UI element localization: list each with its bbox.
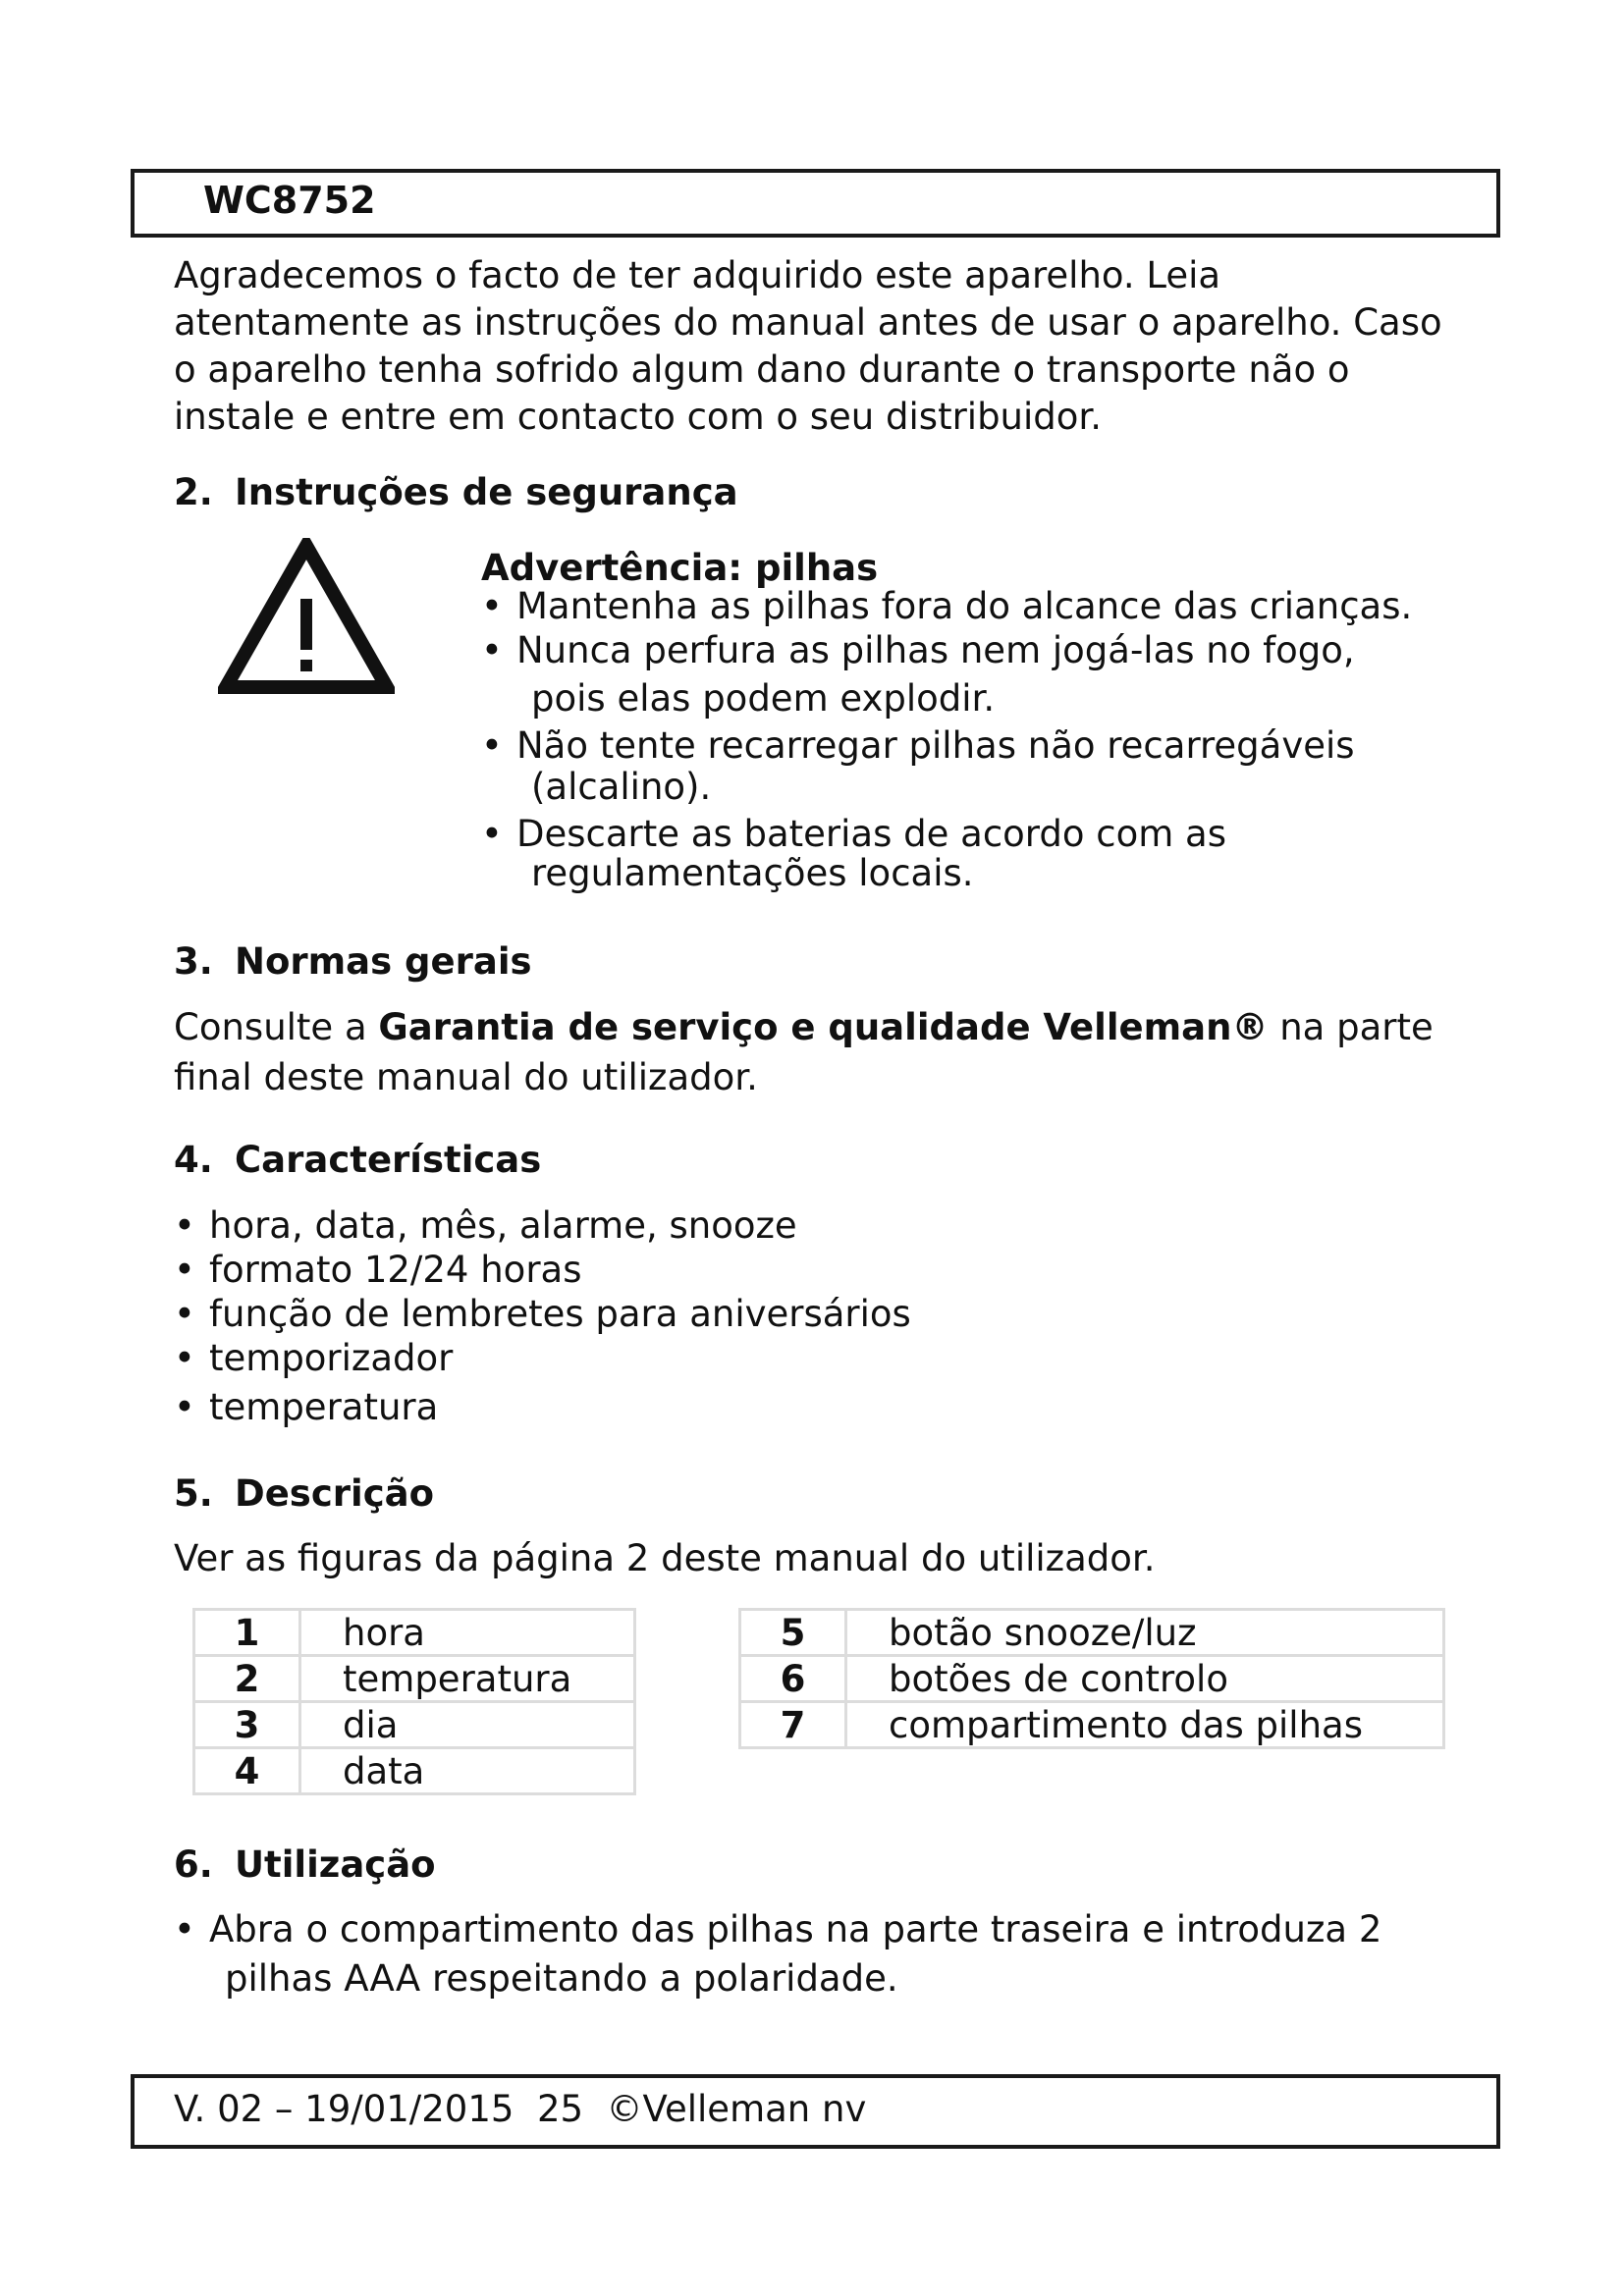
table-row (740, 1610, 1444, 1656)
bullet-symbol: • (481, 813, 503, 855)
section-number: 6. (174, 1843, 213, 1886)
section-title: Instruções de segurança (235, 471, 738, 513)
table-row (740, 1656, 1444, 1702)
bullet-symbol: • (481, 585, 503, 627)
list-item-continuation: (alcalino). (531, 766, 712, 808)
part-number: 5 (740, 1610, 846, 1656)
footer-box (131, 2074, 1500, 2149)
bullet-symbol: • (174, 1337, 195, 1379)
section-title: Descrição (235, 1472, 435, 1515)
part-number: 7 (740, 1702, 846, 1748)
part-number: 4 (194, 1748, 300, 1794)
list-item (174, 1386, 438, 1428)
intro-line: o aparelho tenha sofrido algum dano durante o transporte não o (174, 348, 1350, 391)
list-item (481, 585, 1412, 627)
section-heading-description (174, 1472, 434, 1515)
section-number: 3. (174, 940, 213, 983)
list-item-text: formato 12/24 horas (209, 1249, 582, 1291)
list-item-text: temporizador (209, 1337, 454, 1379)
list-item-text: Mantenha as pilhas fora do alcance das crianças. (516, 585, 1413, 627)
part-number: 3 (194, 1702, 300, 1748)
part-label: dia (300, 1702, 635, 1748)
part-number: 6 (740, 1656, 846, 1702)
part-label: botões de controlo (846, 1656, 1444, 1702)
section-number: 2. (174, 471, 213, 513)
table-row (194, 1656, 635, 1702)
part-number: 1 (194, 1610, 300, 1656)
part-label: botão snooze/luz (846, 1610, 1444, 1656)
text-run: na parte (1268, 1006, 1434, 1048)
intro-line: instale e entre em contacto com o seu distribuidor. (174, 396, 1102, 438)
list-item-continuation: regulamentações locais. (531, 852, 974, 894)
section-number: 4. (174, 1139, 213, 1181)
list-item (481, 813, 1226, 855)
part-label: compartimento das pilhas (846, 1702, 1444, 1748)
section-heading-general (174, 940, 532, 983)
bullet-symbol: • (174, 1908, 195, 1950)
section-title: Normas gerais (235, 940, 532, 983)
bullet-symbol: • (174, 1386, 195, 1428)
bullet-symbol: • (481, 724, 503, 767)
header-box (131, 169, 1500, 238)
table-row (194, 1748, 635, 1794)
general-text-line: final deste manual do utilizador. (174, 1056, 758, 1098)
section-number: 5. (174, 1472, 213, 1515)
section-heading-safety (174, 471, 738, 513)
list-item (174, 1293, 911, 1335)
footer-text: V. 02 – 19/01/2015 25 ©Velleman nv (174, 2088, 867, 2130)
part-number: 2 (194, 1656, 300, 1702)
list-item (174, 1249, 582, 1291)
list-item-text: hora, data, mês, alarme, snooze (209, 1204, 797, 1247)
warning-title: Advertência: pilhas (481, 547, 879, 589)
warranty-reference: Garantia de serviço e qualidade Velleman® (378, 1006, 1269, 1048)
list-item-text: Abra o compartimento das pilhas na parte traseira e introduza 2 (209, 1908, 1382, 1950)
list-item-text: função de lembretes para aniversários (209, 1293, 911, 1335)
parts-table-right (738, 1608, 1445, 1749)
list-item-text: Nunca perfura as pilhas nem jogá-las no fogo, (516, 629, 1355, 671)
warning-triangle-icon (218, 538, 395, 695)
part-label: hora (300, 1610, 635, 1656)
text-run: Consulte a (174, 1006, 379, 1048)
table-row (194, 1610, 635, 1656)
part-label: data (300, 1748, 635, 1794)
intro-line: atentamente as instruções do manual antes de usar o aparelho. Caso (174, 301, 1442, 344)
list-item (481, 629, 1355, 671)
bullet-symbol: • (174, 1249, 195, 1291)
intro-paragraph (174, 253, 1489, 442)
section-title: Utilização (235, 1843, 436, 1886)
parts-table-left (192, 1608, 636, 1795)
section-heading-features (174, 1139, 541, 1181)
list-item (174, 1908, 1381, 1950)
list-item-continuation: pois elas podem explodir. (531, 677, 996, 720)
description-text: Ver as figuras da página 2 deste manual do utilizador. (174, 1537, 1156, 1579)
list-item-text: Não tente recarregar pilhas não recarregáveis (516, 724, 1355, 767)
list-item (174, 1337, 453, 1379)
table-row (740, 1702, 1444, 1748)
model-title: WC8752 (203, 179, 376, 222)
bullet-symbol: • (174, 1204, 195, 1247)
bullet-symbol: • (174, 1293, 195, 1335)
bullet-symbol: • (481, 629, 503, 671)
list-item (481, 724, 1355, 767)
list-item-text: Descarte as baterias de acordo com as (516, 813, 1226, 855)
table-row (194, 1702, 635, 1748)
list-item-continuation: pilhas AAA respeitando a polaridade. (225, 1957, 898, 2000)
list-item (174, 1204, 797, 1247)
intro-line: Agradecemos o facto de ter adquirido este aparelho. Leia (174, 254, 1221, 296)
section-title: Características (235, 1139, 542, 1181)
list-item-text: temperatura (209, 1386, 439, 1428)
general-text-line (174, 1006, 1434, 1048)
section-heading-usage (174, 1843, 436, 1886)
part-label: temperatura (300, 1656, 635, 1702)
